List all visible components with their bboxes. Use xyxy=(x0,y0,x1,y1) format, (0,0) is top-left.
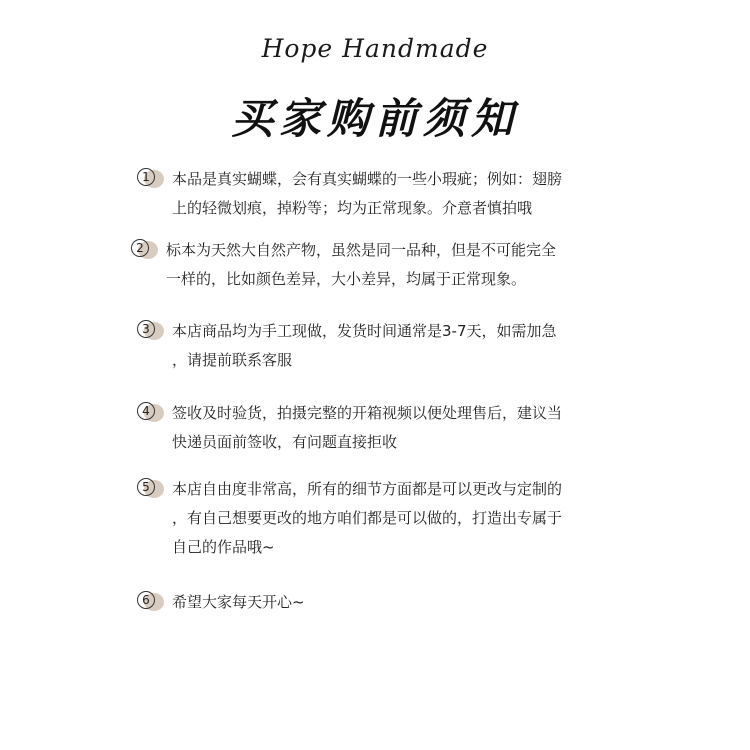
number-badge-4 xyxy=(136,402,166,424)
rule-number: 6 xyxy=(142,593,150,607)
rule-number: 3 xyxy=(142,322,150,336)
number-badge-6 xyxy=(136,591,166,613)
rule-item-6 xyxy=(136,588,305,617)
rule-text-line: 自己的作品哦~ xyxy=(172,538,275,556)
rule-item-5 xyxy=(136,475,562,562)
brand-name: Hope Handmade xyxy=(261,34,489,63)
rule-number: 5 xyxy=(142,480,150,494)
rule-item-1 xyxy=(136,165,562,223)
number-badge-5 xyxy=(136,478,166,500)
rule-text-line: 上的轻微划痕，掉粉等；均为正常现象。介意者慎拍哦 xyxy=(172,199,533,217)
rule-text-line: ，请提前联系客服 xyxy=(172,351,293,369)
rule-text-line: 快递员面前签收，有问题直接拒收 xyxy=(172,433,398,451)
rule-number: 1 xyxy=(142,170,150,184)
rule-text-line: 本品是真实蝴蝶，会有真实蝴蝶的一些小瑕疵；例如：翅膀 xyxy=(172,170,563,188)
rule-item-2 xyxy=(130,236,556,294)
number-badge-3 xyxy=(136,320,166,342)
number-badge-2 xyxy=(130,239,160,261)
rule-text-line: 本店商品均为手工现做，发货时间通常是3-7天，如需加急 xyxy=(172,322,557,340)
rule-number: 2 xyxy=(136,241,144,255)
rule-item-3 xyxy=(136,317,557,375)
rule-text-line: 本店自由度非常高，所有的细节方面都是可以更改与定制的 xyxy=(172,480,563,498)
rule-text-line: 一样的，比如颜色差异，大小差异，均属于正常现象。 xyxy=(166,270,527,288)
rule-text-line: 标本为天然大自然产物，虽然是同一品种，但是不可能完全 xyxy=(166,241,557,259)
rule-item-4 xyxy=(136,399,562,457)
number-badge-1 xyxy=(136,168,166,190)
rule-number: 4 xyxy=(142,404,150,418)
rule-text-line: 签收及时验货，拍摄完整的开箱视频以便处理售后，建议当 xyxy=(172,404,563,422)
rule-text-line: 希望大家每天开心~ xyxy=(172,593,305,611)
page-title: 买家购前须知 xyxy=(230,94,519,143)
rule-text-line: ，有自己想要更改的地方咱们都是可以做的，打造出专属于 xyxy=(172,509,563,527)
